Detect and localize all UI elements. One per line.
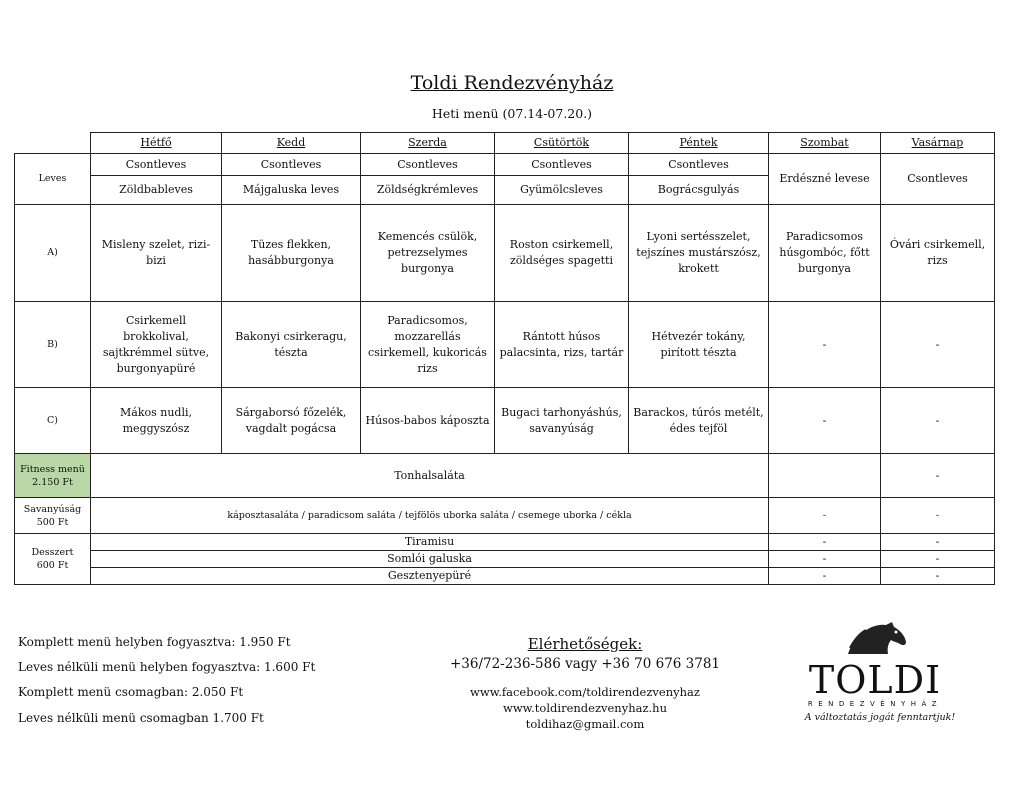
menu-cell: Erdészné levese [769, 154, 881, 205]
row-label-a: A) [15, 205, 91, 302]
desszert-row [15, 534, 995, 551]
menu-cell: Csontleves [222, 154, 361, 176]
day-header: Kedd [222, 133, 361, 154]
menu-cell: Csontleves [361, 154, 495, 176]
menu-cell: - [769, 498, 881, 534]
contact-web [420, 684, 750, 732]
menu-cell: Paradicsomos húsgombóc, főtt burgonya [769, 205, 881, 302]
desszert-label: Desszert [31, 547, 74, 558]
menu-cell: - [881, 302, 995, 388]
menu-cell: Misleny szelet, rizi-bizi [91, 205, 222, 302]
row-label-desszert [15, 534, 91, 585]
menu-cell: - [881, 498, 995, 534]
menu-cell: - [769, 551, 881, 568]
logo-name: TOLDI [808, 658, 942, 702]
menu-cell: Csontleves [629, 154, 769, 176]
menu-cell: Óvári csirkemell, rizs [881, 205, 995, 302]
page-subtitle: Heti menü (07.14-07.20.) [431, 106, 593, 121]
price-line: Komplett menü helyben fogyasztva: 1.950 Ft [18, 635, 291, 649]
disclaimer-note: A változtatás jogát fenntartjuk! [804, 712, 956, 723]
menu-cell: - [769, 568, 881, 585]
menu-cell: Csontleves [881, 154, 995, 205]
menu-table [14, 132, 995, 585]
menu-cell: Sárgaborsó főzelék, vagdalt pogácsa [222, 388, 361, 454]
menu-cell: Zöldbableves [91, 176, 222, 205]
desszert-cell: Somlói galuska [91, 551, 769, 568]
menu-cell: Csontleves [495, 154, 629, 176]
menu-cell: Bográcsgulyás [629, 176, 769, 205]
menu-cell: Tüzes flekken, hasábburgonya [222, 205, 361, 302]
facebook-link[interactable]: www.facebook.com/toldirendezvenyhaz [470, 685, 700, 699]
header-blank-cell [15, 133, 91, 154]
desszert-row [15, 568, 995, 585]
menu-cell: Csontleves [91, 154, 222, 176]
menu-cell: Barackos, túrós metélt, édes tejföl [629, 388, 769, 454]
menu-cell: Májgaluska leves [222, 176, 361, 205]
menu-cell [769, 454, 881, 498]
row-label-b: B) [15, 302, 91, 388]
email-link[interactable]: toldihaz@gmail.com [525, 717, 645, 731]
menu-cell: - [881, 568, 995, 585]
price-line: Leves nélküli menü csomagban 1.700 Ft [18, 711, 264, 725]
menu-cell: Roston csirkemell, zöldséges spagetti [495, 205, 629, 302]
menu-cell: Csirkemell brokkolival, sajtkrémmel sütve, burgonyapüré [91, 302, 222, 388]
menu-cell: Mákos nudli, meggyszósz [91, 388, 222, 454]
day-header-row [15, 133, 995, 154]
day-header: Csütörtök [495, 133, 629, 154]
contact-phones: +36/72-236-586 vagy +36 70 676 3781 [449, 656, 721, 672]
fitness-cell: Tonhalsaláta [91, 454, 769, 498]
day-header: Vasárnap [881, 133, 995, 154]
menu-cell: - [881, 388, 995, 454]
menu-cell: - [769, 302, 881, 388]
row-label-savanyusag [15, 498, 91, 534]
menu-cell: Rántott húsos palacsinta, rizs, tartár [495, 302, 629, 388]
savanyusag-label: Savanyúság [23, 503, 82, 515]
menu-cell: Paradicsomos, mozzarellás csirkemell, kukoricás rizs [361, 302, 495, 388]
menu-cell: - [881, 534, 995, 551]
price-line: Komplett menü csomagban: 2.050 Ft [18, 685, 244, 699]
menu-cell: Zöldségkrémleves [361, 176, 495, 205]
menu-cell: Bugaci tarhonyáshús, savanyúság [495, 388, 629, 454]
leves-row-top [15, 154, 995, 176]
day-header: Szerda [361, 133, 495, 154]
day-header: Szombat [769, 133, 881, 154]
menu-cell: Kemencés csülök, petrezselymes burgonya [361, 205, 495, 302]
toldi-logo [800, 620, 950, 708]
menu-row-c [15, 388, 995, 454]
day-header: Hétfő [91, 133, 222, 154]
menu-cell: Lyoni sertésszelet, tejszínes mustárszósz, krokett [629, 205, 769, 302]
savanyusag-row [15, 498, 995, 534]
day-header: Péntek [629, 133, 769, 154]
menu-row-a [15, 205, 995, 302]
fitness-label: Fitness menü [20, 463, 85, 475]
menu-row-b [15, 302, 995, 388]
menu-cell: Hétvezér tokány, pirított tészta [629, 302, 769, 388]
menu-cell: Bakonyi csirkeragu, tészta [222, 302, 361, 388]
menu-cell: - [769, 388, 881, 454]
desszert-row [15, 551, 995, 568]
desszert-cell: Tiramisu [91, 534, 769, 551]
menu-cell: Húsos-babos káposzta [361, 388, 495, 454]
horse-head-icon [840, 620, 910, 656]
menu-cell: - [881, 454, 995, 498]
menu-cell: - [769, 534, 881, 551]
logo-subtitle: RENDEZVÉNYHÁZ [807, 700, 943, 708]
fitness-price: 2.150 Ft [32, 476, 73, 488]
menu-cell: - [881, 551, 995, 568]
page-title: Toldi Rendezvényház [410, 72, 614, 94]
savanyusag-price: 500 Ft [36, 516, 69, 528]
price-line: Leves nélküli menü helyben fogyasztva: 1.600 Ft [18, 660, 316, 674]
row-label-leves: Leves [15, 154, 91, 205]
row-label-c: C) [15, 388, 91, 454]
desszert-price: 600 Ft [36, 560, 69, 571]
contact-title: Elérhetőségek: [527, 635, 643, 653]
website-link[interactable]: www.toldirendezvenyhaz.hu [502, 701, 667, 715]
fitness-row [15, 454, 995, 498]
savanyusag-cell: káposztasaláta / paradicsom saláta / tejfölös uborka saláta / csemege uborka / cékla [91, 498, 769, 534]
menu-cell: Gyümölcsleves [495, 176, 629, 205]
desszert-cell: Gesztenyepüré [91, 568, 769, 585]
row-label-fitness [15, 454, 91, 498]
